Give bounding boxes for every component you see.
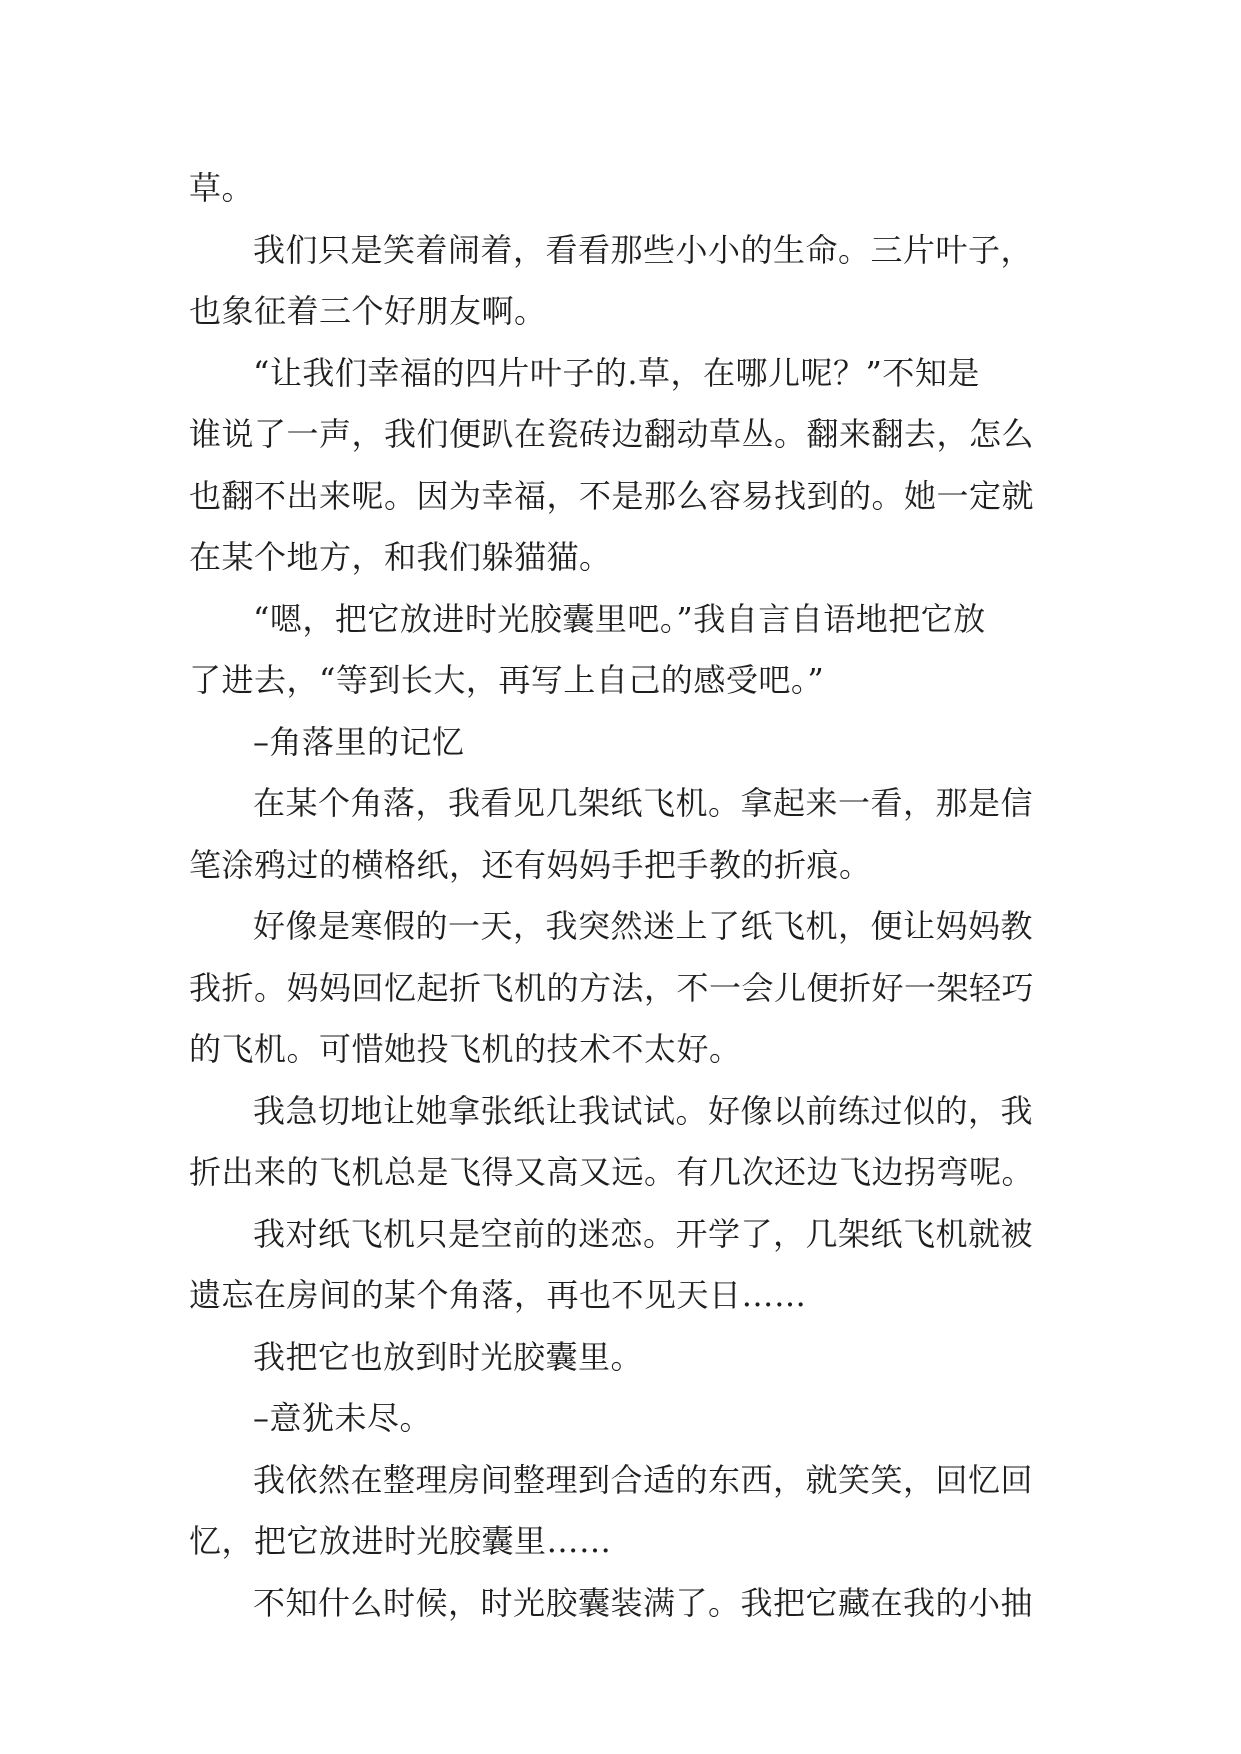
text-line: 我把它也放到时光胶囊里。: [253, 1337, 644, 1376]
text-line: 我们只是笑着闹着，看看那些小小的生命。三片叶子，: [253, 230, 1034, 269]
text-line: 我对纸飞机只是空前的迷恋。开学了，几架纸飞机就被: [253, 1214, 1034, 1253]
text-line: 我急切地让她拿张纸让我试试。好像以前练过似的，我: [253, 1091, 1034, 1130]
text-line: 好像是寒假的一天，我突然迷上了纸飞机，便让妈妈教: [253, 907, 1034, 945]
text-line: 折出来的飞机总是飞得又高又远。有几次还边飞边拐弯呢。: [189, 1153, 1035, 1191]
text-line: “嗯，把它放进时光胶囊里吧。”我自言自语地把它放: [253, 599, 986, 638]
body-text: [189, 158, 1069, 1634]
text-line: 也翻不出来呢。因为幸福，不是那么容易找到的。她一定就: [189, 476, 1035, 515]
section-heading: –意犹未尽。: [253, 1399, 433, 1437]
text-line: 在某个地方，和我们躲猫猫。: [189, 538, 612, 576]
section-heading: –角落里的记忆: [253, 722, 465, 761]
text-line: 笔涂鸦过的横格纸，还有妈妈手把手教的折痕。: [189, 845, 872, 884]
text-line: 不知什么时候，时光胶囊装满了。我把它藏在我的小抽: [253, 1583, 1034, 1622]
text-line: “让我们幸福的四片叶子的.草，在哪儿呢？”不知是: [253, 353, 980, 392]
text-line: 在某个角落，我看见几架纸飞机。拿起来一看，那是信: [253, 784, 1034, 822]
text-line: 遗忘在房间的某个角落，再也不见天日……: [189, 1276, 807, 1314]
text-line: 忆，把它放进时光胶囊里……: [189, 1522, 612, 1560]
text-line: 了进去，“等到长大，再写上自己的感受吧。”: [189, 661, 825, 699]
text-line: 我依然在整理房间整理到合适的东西，就笑笑，回忆回: [253, 1460, 1034, 1499]
text-line: 的飞机。可惜她投飞机的技术不太好。: [189, 1030, 742, 1068]
text-line: 谁说了一声，我们便趴在瓷砖边翻动草丛。翻来翻去，怎么: [189, 415, 1035, 453]
text-line: 也象征着三个好朋友啊。: [189, 292, 547, 330]
text-line: 我折。妈妈回忆起折飞机的方法，不一会儿便折好一架轻巧: [189, 968, 1035, 1007]
text-line: 草。: [189, 169, 255, 207]
